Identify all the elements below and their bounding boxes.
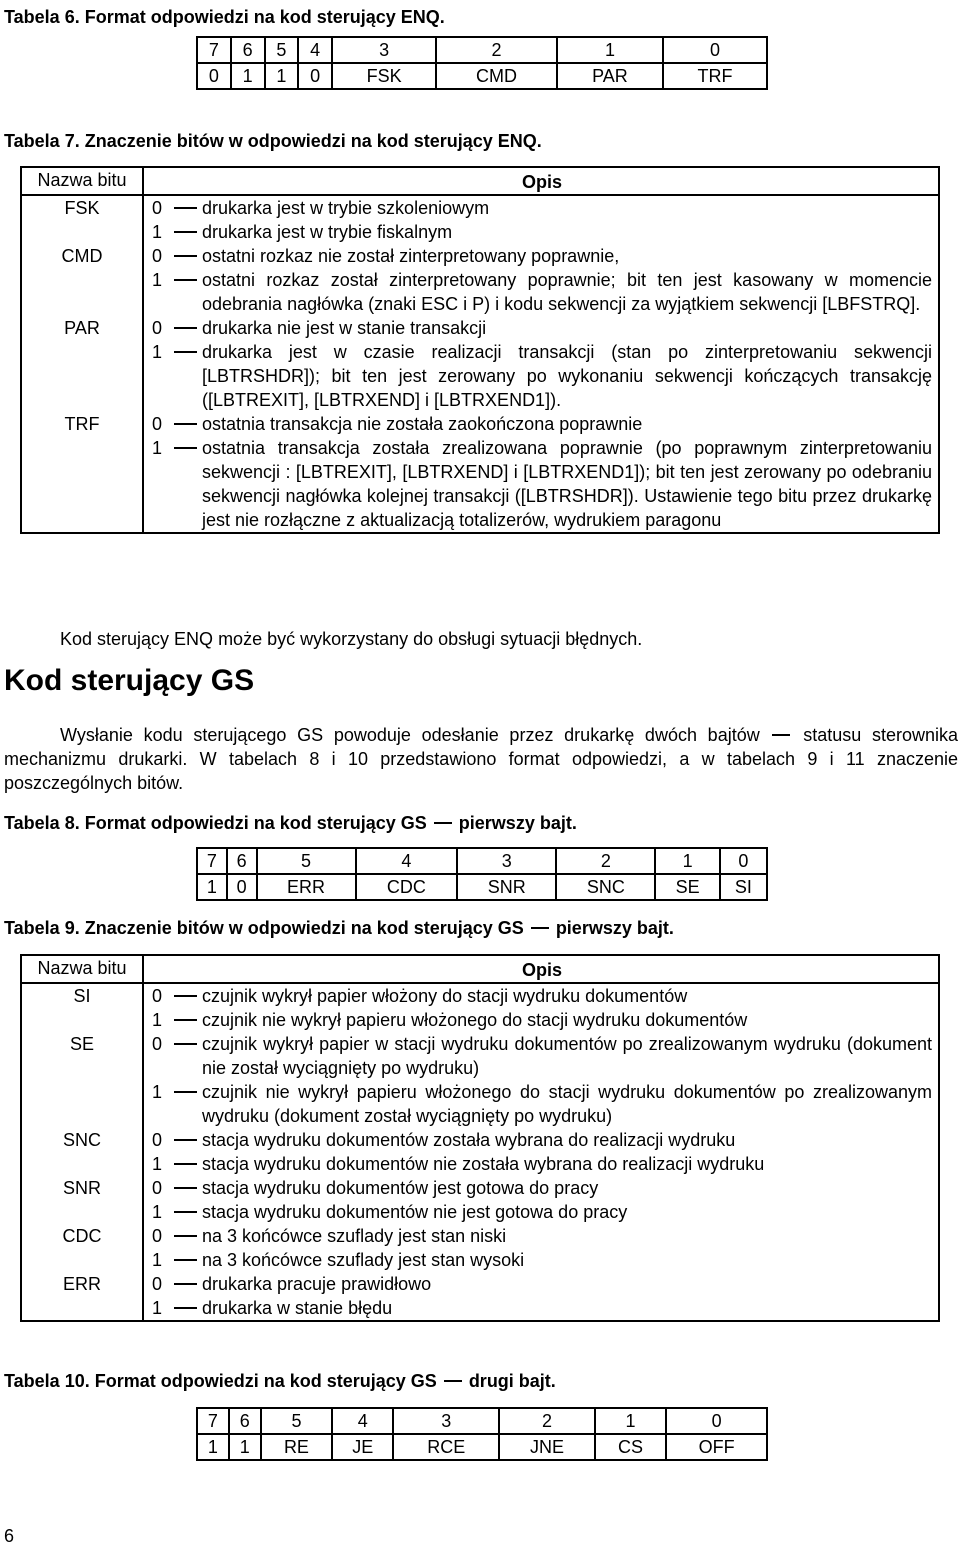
bit-name: PAR — [21, 316, 143, 412]
bit-value-entry — [152, 1296, 932, 1320]
bit-value-entry — [152, 1200, 932, 1224]
dash-icon — [174, 436, 202, 532]
table8-header-cell: 4 — [356, 848, 458, 874]
dash-icon — [174, 1176, 202, 1200]
bit-row — [21, 1128, 939, 1176]
bit-description — [143, 195, 939, 244]
table10-value-cell: 1 — [197, 1434, 229, 1460]
bit-value-text: czujnik nie wykrył papieru włożonego do stacji wydruku dokumentów — [202, 1010, 748, 1030]
bit-value-entry — [152, 340, 932, 412]
table8-value-cell: SI — [720, 874, 767, 900]
table6-format — [196, 36, 768, 90]
bit-value-text: ostatnia transakcja została zrealizowana poprawnie (po poprawnym zinterpretowaniu sekwencji : [LBTREXIT], [LBTRXEND] i [LBTRXEND1]); bit ten jest zerowany po odebraniu sekwencji nagłówka kolejnej transakcji ([LBTRSHDR]). Ustawienie tego bitu przez drukarkę jest nie rozłączne z aktualizacją totalizerów, wydrukiem paragonu — [202, 438, 932, 530]
table6-value-cell: 1 — [265, 63, 299, 89]
bit-value: 0 — [152, 1130, 163, 1150]
dash-icon — [770, 731, 792, 741]
table8-header-cell: 2 — [556, 848, 655, 874]
bit-row — [21, 244, 939, 316]
table6-value-cell: 1 — [231, 63, 265, 89]
table10-header-cell: 1 — [595, 1408, 667, 1434]
bit-name: FSK — [21, 195, 143, 244]
table10-header-cell: 3 — [393, 1408, 499, 1434]
table8-caption-part-a: Tabela 8. Format odpowiedzi na kod sterujący GS — [4, 813, 427, 833]
bit-description — [143, 1272, 939, 1321]
bit-value: 0 — [152, 246, 163, 266]
bit-value-text: ostatni rozkaz został zinterpretowany poprawnie; bit ten jest kasowany w momencie odebrania nagłówka (znaki ESC i P) i kodu sekwencji za wyjątkiem sekwencji [LBFSTRQ]. — [202, 270, 932, 314]
bit-value-entry — [152, 1128, 932, 1152]
bit-description — [143, 1224, 939, 1272]
table10-value-cell: JNE — [499, 1434, 594, 1460]
bit-value-entry — [152, 1008, 932, 1032]
bit-value-text: drukarka jest w czasie realizacji transakcji (stan po zinterpretowaniu sekwencji [LBTRSHDR]); bit ten jest zerowany po wykonaniu sekwencji kończących transakcję ([LBTREXIT], [LBTRXEND] i [LBTRXEND1]). — [202, 342, 932, 410]
dash-icon — [174, 1008, 202, 1032]
bit-value: 1 — [152, 1010, 163, 1030]
dash-icon — [529, 924, 551, 934]
dash-icon — [174, 196, 202, 220]
dash-icon — [174, 1032, 202, 1080]
table8-value-cell: CDC — [356, 874, 458, 900]
table8-header-cell: 5 — [257, 848, 356, 874]
bit-value: 1 — [152, 1154, 163, 1174]
gs-para-part-a: Wysłanie kodu sterującego GS powoduje odesłanie przez drukarkę dwóch bajtów — [60, 725, 760, 745]
bit-value-entry — [152, 436, 932, 532]
table10-value-cell: OFF — [666, 1434, 767, 1460]
bit-value-text: drukarka jest w trybie fiskalnym — [202, 222, 453, 242]
bit-row — [21, 1176, 939, 1224]
table8-header-cell: 6 — [227, 848, 257, 874]
table6-caption: Tabela 6. Format odpowiedzi na kod sterujący ENQ. — [4, 7, 445, 27]
table8-header-cell: 3 — [457, 848, 556, 874]
bit-value-entry — [152, 244, 932, 268]
dash-icon — [174, 1128, 202, 1152]
bit-value: 1 — [152, 1298, 163, 1318]
bit-name: TRF — [21, 412, 143, 533]
dash-icon — [442, 1377, 464, 1387]
dash-icon — [174, 1248, 202, 1272]
dash-icon — [174, 1080, 202, 1128]
bit-value-entry — [152, 1152, 932, 1176]
dash-icon — [174, 1152, 202, 1176]
bit-value-text: czujnik wykrył papier włożony do stacji wydruku dokumentów — [202, 986, 688, 1006]
bit-name: CMD — [21, 244, 143, 316]
bit-value-entry — [152, 220, 932, 244]
dash-icon — [174, 220, 202, 244]
table9-caption-part-a: Tabela 9. Znaczenie bitów w odpowiedzi na kod sterujący GS — [4, 918, 524, 938]
bit-value-text: stacja wydruku dokumentów nie jest gotowa do pracy — [202, 1202, 628, 1222]
bit-value-entry — [152, 1176, 932, 1200]
bit-name: SNC — [21, 1128, 143, 1176]
table8-format — [196, 847, 768, 901]
dash-icon — [174, 340, 202, 412]
table6-header-cell: 7 — [197, 37, 231, 63]
table10-caption-part-a: Tabela 10. Format odpowiedzi na kod sterujący GS — [4, 1371, 437, 1391]
dash-icon — [432, 819, 454, 829]
table7-col-name-header: Nazwa bitu — [21, 167, 143, 195]
table6-header-cell: 3 — [332, 37, 436, 63]
table8-header-cell: 1 — [655, 848, 719, 874]
table6-value-cell: PAR — [557, 63, 663, 89]
bit-value: 1 — [152, 222, 163, 242]
bit-value: 0 — [152, 318, 163, 338]
table8-value-cell: ERR — [257, 874, 356, 900]
table10-header-cell: 6 — [229, 1408, 261, 1434]
table9-caption-part-b: pierwszy bajt. — [555, 918, 674, 938]
table6-header-cell: 4 — [298, 37, 332, 63]
bit-value-text: na 3 końcówce szuflady jest stan niski — [202, 1226, 507, 1246]
bit-value-text: ostatni rozkaz nie został zinterpretowany poprawnie, — [202, 246, 620, 266]
table10-format — [196, 1407, 768, 1461]
bit-name: SI — [21, 983, 143, 1032]
dash-icon — [174, 984, 202, 1008]
bit-name: CDC — [21, 1224, 143, 1272]
table10-header-cell: 2 — [499, 1408, 594, 1434]
bit-value-entry — [152, 412, 932, 436]
bit-value-text: czujnik wykrył papier w stacji wydruku dokumentów po zrealizowanym wydruku (dokument nie został wyciągnięty po wydruku) — [202, 1034, 932, 1078]
table8-value-cell: SE — [655, 874, 719, 900]
dash-icon — [174, 244, 202, 268]
bit-description — [143, 1032, 939, 1128]
bit-value-entry — [152, 1032, 932, 1080]
table6-header-cell: 1 — [557, 37, 663, 63]
dash-icon — [174, 1296, 202, 1320]
dash-icon — [174, 316, 202, 340]
bit-row — [21, 1224, 939, 1272]
bit-description — [143, 316, 939, 412]
table10-header-cell: 4 — [332, 1408, 393, 1434]
bit-value-entry — [152, 1248, 932, 1272]
gs-para-part-b: statusu sterownika mechanizmu drukarki. W tabelach 8 i 10 przedstawiono format odpowiedzi, a w tabelach 9 i 11 znaczenie poszczególnych bitów. — [4, 725, 958, 793]
table9-bit-meaning — [20, 954, 940, 1322]
table10-value-cell: 1 — [229, 1434, 261, 1460]
table10-caption-part-b: drugi bajt. — [468, 1371, 556, 1391]
table6-header-cell: 5 — [265, 37, 299, 63]
bit-value: 1 — [152, 1202, 163, 1222]
bit-row — [21, 195, 939, 244]
table9-col-name-header: Nazwa bitu — [21, 955, 143, 983]
bit-description — [143, 412, 939, 533]
bit-value: 0 — [152, 414, 163, 434]
bit-value-text: drukarka nie jest w stanie transakcji — [202, 318, 487, 338]
table8-caption — [4, 812, 577, 834]
bit-description — [143, 1128, 939, 1176]
bit-value-text: stacja wydruku dokumentów jest gotowa do pracy — [202, 1178, 599, 1198]
table7-caption: Tabela 7. Znaczenie bitów w odpowiedzi na kod sterujący ENQ. — [4, 131, 542, 151]
bit-value-text: drukarka pracuje prawidłowo — [202, 1274, 432, 1294]
table7-bit-meaning — [20, 166, 940, 534]
bit-value: 0 — [152, 1178, 163, 1198]
table6-value-cell: TRF — [663, 63, 767, 89]
bit-value-text: na 3 końcówce szuflady jest stan wysoki — [202, 1250, 525, 1270]
bit-value-text: stacja wydruku dokumentów została wybrana do realizacji wydruku — [202, 1130, 736, 1150]
dash-icon — [174, 1200, 202, 1224]
bit-value-entry — [152, 1080, 932, 1128]
bit-value-entry — [152, 268, 932, 316]
bit-description — [143, 1176, 939, 1224]
bit-value: 1 — [152, 438, 163, 458]
table10-value-cell: JE — [332, 1434, 393, 1460]
bit-value-text: czujnik nie wykrył papieru włożonego do stacji wydruku dokumentów po zrealizowanym wydruku (dokument został wyciągnięty po wydruku) — [202, 1082, 932, 1126]
bit-value-entry — [152, 1272, 932, 1296]
table8-value-cell: SNR — [457, 874, 556, 900]
table6-value-cell: CMD — [436, 63, 557, 89]
bit-name: SNR — [21, 1176, 143, 1224]
bit-value: 1 — [152, 342, 163, 362]
bit-description — [143, 983, 939, 1032]
bit-name: SE — [21, 1032, 143, 1128]
page-number: 6 — [4, 1526, 15, 1546]
table10-value-cell: RE — [261, 1434, 333, 1460]
bit-value: 0 — [152, 1274, 163, 1294]
bit-value-text: ostatnia transakcja nie została zaokończona poprawnie — [202, 414, 643, 434]
table8-value-cell: 0 — [227, 874, 257, 900]
bit-value: 1 — [152, 270, 163, 290]
bit-value-text: drukarka jest w trybie szkoleniowym — [202, 198, 490, 218]
table8-caption-part-b: pierwszy bajt. — [458, 813, 577, 833]
bit-row — [21, 1032, 939, 1128]
bit-value: 1 — [152, 1082, 163, 1102]
table6-value-cell: 0 — [298, 63, 332, 89]
table6-header-cell: 6 — [231, 37, 265, 63]
table6-header-cell: 2 — [436, 37, 557, 63]
bit-value: 0 — [152, 1226, 163, 1246]
table8-header-cell: 0 — [720, 848, 767, 874]
bit-value-entry — [152, 316, 932, 340]
bit-row — [21, 412, 939, 533]
table6-header-cell: 0 — [663, 37, 767, 63]
table10-header-cell: 7 — [197, 1408, 229, 1434]
table10-caption — [4, 1370, 556, 1392]
bit-value-text: stacja wydruku dokumentów nie została wybrana do realizacji wydruku — [202, 1154, 765, 1174]
table10-value-cell: CS — [595, 1434, 667, 1460]
table6-value-cell: FSK — [332, 63, 436, 89]
table10-value-cell: RCE — [393, 1434, 499, 1460]
bit-description — [143, 244, 939, 316]
bit-value-text: drukarka w stanie błędu — [202, 1298, 393, 1318]
table6-value-cell: 0 — [197, 63, 231, 89]
bit-value-entry — [152, 984, 932, 1008]
bit-value: 0 — [152, 198, 163, 218]
bit-row — [21, 1272, 939, 1321]
gs-description-paragraph — [4, 723, 958, 795]
bit-row — [21, 983, 939, 1032]
bit-name: ERR — [21, 1272, 143, 1321]
bit-value: 0 — [152, 1034, 163, 1054]
dash-icon — [174, 268, 202, 316]
table10-header-cell: 0 — [666, 1408, 767, 1434]
bit-value: 0 — [152, 986, 163, 1006]
enq-note: Kod sterujący ENQ może być wykorzystany do obsługi sytuacji błędnych. — [60, 629, 643, 649]
bit-value: 1 — [152, 1250, 163, 1270]
bit-value-entry — [152, 1224, 932, 1248]
dash-icon — [174, 412, 202, 436]
dash-icon — [174, 1224, 202, 1248]
table10-header-cell: 5 — [261, 1408, 333, 1434]
table8-value-cell: 1 — [197, 874, 227, 900]
section-heading-gs: Kod sterujący GS — [4, 664, 255, 697]
dash-icon — [174, 1272, 202, 1296]
bit-row — [21, 316, 939, 412]
table9-caption — [4, 917, 674, 939]
table8-header-cell: 7 — [197, 848, 227, 874]
bit-value-entry — [152, 196, 932, 220]
table8-value-cell: SNC — [556, 874, 655, 900]
table7-col-desc-header: Opis — [143, 167, 939, 195]
table9-col-desc-header: Opis — [143, 955, 939, 983]
